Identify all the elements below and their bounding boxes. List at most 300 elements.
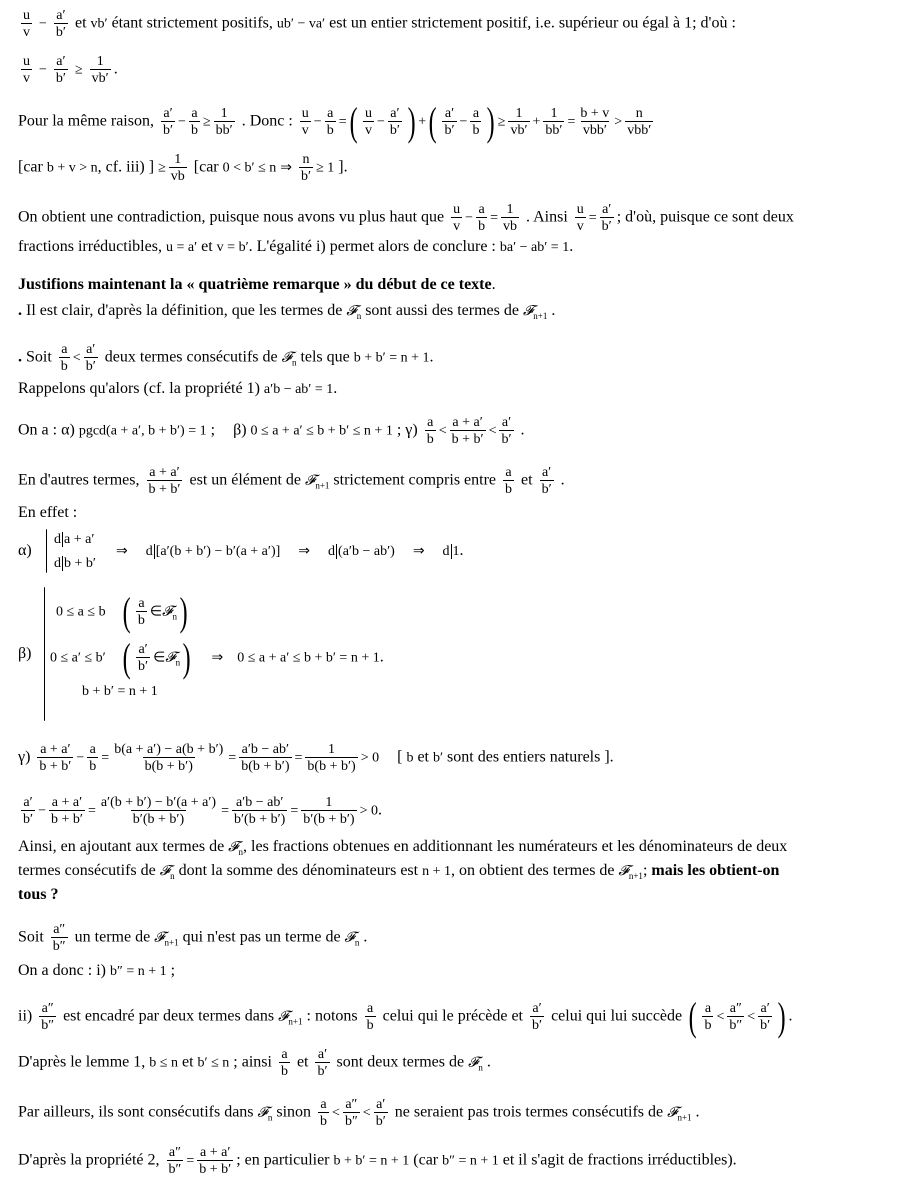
math-expression: > [614,114,623,130]
math-expression: − [459,114,468,130]
text-span: γ) [405,421,418,439]
numerator: a + a′ [51,795,83,810]
fraction [169,152,187,184]
math-expression: b + b′ = n + 1 [82,684,158,699]
denominator: vb [502,219,517,234]
farey-symbol: 𝓕 [281,349,292,366]
math-expression: > 0 [359,803,379,819]
math-expression: = [338,114,347,130]
line-2 [18,54,118,86]
denominator: b [704,1018,712,1033]
beta-label [18,645,31,663]
math-expression: ∈ [149,604,163,620]
big-parenthesis: ) [777,994,786,1039]
big-parenthesis: ) [407,99,416,144]
text-span: fractions irréductibles, [18,238,162,255]
math-expression: b″ = n + 1 [442,1153,499,1169]
fraction [279,1047,290,1079]
line-13 [18,504,77,522]
farey-symbol: 𝓕 [159,863,171,879]
numerator: 1 [515,106,523,121]
denominator: v [576,219,584,234]
text-span: . [569,238,574,255]
line-24 [18,1047,491,1079]
fraction [318,1097,329,1129]
numerator: 1 [325,795,333,810]
math-expression: a′b − ab′ = 1 [263,382,334,397]
denominator: b + b′ [148,482,181,497]
farey-symbol: 𝓕 [228,839,239,855]
denominator: b′ [444,123,455,138]
math-expression: u = a′ [165,240,198,255]
numerator: 1 [550,106,558,121]
gamma-line [18,742,614,774]
numerator: a′ [56,54,66,69]
text-span: Il est clair, d'après la définition, que les termes de [26,302,343,319]
math-expression: b′ ≤ n [197,1055,230,1071]
denominator: vbb′ [582,123,607,138]
text-span: celui qui le précède et [382,1007,523,1025]
text-span: ; en particulier [236,1151,330,1169]
fraction-a-b-prime [54,8,68,40]
denominator: b″ [168,1162,182,1177]
math-expression: − [38,803,46,819]
fraction [305,742,357,774]
line-20 [18,886,58,904]
numerator: a′(b + b′) − b′(a + a′) [100,795,217,810]
denominator: v [453,219,461,234]
farey-symbol: 𝓕 [305,472,316,489]
denominator: b′ [601,219,612,234]
denominator: b [326,123,334,138]
denominator: b′ [55,71,66,86]
denominator: v [364,123,372,138]
line-11 [18,415,525,447]
math-expression: + [532,114,541,130]
fraction [365,1001,376,1033]
big-parenthesis: ( [688,994,697,1039]
numerator: a′ [317,1047,328,1062]
denominator: b″ [729,1018,743,1033]
subscript: n+1 [677,1112,692,1123]
fraction [90,54,111,86]
fraction [451,202,462,234]
line-25 [18,1097,700,1129]
fraction [21,795,35,827]
math-expression: b + b′ = n + 1 [353,350,430,366]
math-expression: < [747,1009,756,1025]
line-17 [18,795,382,827]
fraction [575,202,586,234]
numerator: a′ [376,1097,386,1112]
math-expression: b + b′ = n + 1 [333,1153,410,1169]
text-span: mais les obtient-on [651,862,780,879]
math-expression: d [145,544,153,559]
fraction [99,795,218,827]
subscript: n [238,847,244,857]
fraction [388,106,402,138]
math-expression: − [178,114,186,130]
math-expression: b [406,750,414,766]
alpha-brace [46,529,47,573]
numerator: 1 [328,742,336,757]
text-span: . [695,1103,700,1121]
line-23 [18,994,793,1039]
numerator: a′ [23,795,33,810]
math-expression: ≥ [497,114,506,130]
fraction [600,202,614,234]
numerator: 1 [220,106,228,121]
subscript: n [354,937,360,948]
text-span: est encadré par deux termes dans [63,1007,275,1025]
fraction [425,415,436,447]
subscript: n [170,871,175,881]
numerator: b + v [580,106,610,121]
math-expression: < [716,1009,725,1025]
farey-symbol: 𝓕 [278,1008,289,1025]
math-expression: 0 ≤ a′ ≤ b′ [50,650,106,666]
numerator: a′ [163,106,173,121]
alpha-row-1 [54,530,94,549]
text-span: Ainsi, en ajoutant aux termes de [18,838,225,855]
numerator: u [301,106,309,121]
subscript: n [291,357,297,368]
denominator: b′ [375,1114,386,1129]
text-span: D'après la propriété 2, [18,1151,160,1169]
text-span: sont des entiers naturels ]. [447,748,614,766]
math-expression: 0 < b′ ≤ n [222,160,277,176]
fraction [301,795,356,827]
math-expression: ub′ − va′ [276,16,326,32]
numerator: u [23,8,30,23]
math-expression: = [290,803,299,819]
farey-symbol: 𝓕 [154,929,165,946]
math-expression: − [465,210,474,226]
fraction [112,742,225,774]
text-span: En d'autres termes, [18,471,140,489]
denominator: b′ [85,359,96,374]
math-expression: ≥ [202,114,211,130]
numerator: a″ [168,1145,181,1160]
fraction [503,465,514,497]
math-expression: ⇒ [211,650,224,666]
numerator: a′ [532,1001,542,1016]
text-span: . [560,471,565,489]
numerator: n [635,106,643,121]
text-span: ii) [18,1007,33,1025]
numerator: a [478,202,485,217]
fraction [374,1097,388,1129]
denominator: b(b + b′) [307,759,356,774]
fraction [450,415,486,447]
text-span: ; [210,421,216,439]
numerator: a + a′ [40,742,71,757]
numerator: a [505,465,512,480]
big-parenthesis: ( [122,635,131,680]
text-span: . [486,1053,491,1071]
denominator: b [137,613,145,628]
alpha-implication [116,542,464,561]
fraction [476,202,487,234]
fraction [54,54,68,86]
text-span: . [18,348,22,366]
section-heading [18,276,496,294]
text-span: Par ailleurs, ils sont consécutifs dans [18,1103,254,1121]
fraction [300,106,311,138]
fraction [49,795,85,827]
text-span: dont la somme des dénominateurs est [178,862,419,879]
fraction [325,106,336,138]
math-expression: ≥ [74,62,83,78]
math-expression: [a′(b + b′) − b′(a + a′)] [155,544,281,559]
text-span: Rappelons qu'alors (cf. la propriété 1) [18,380,260,397]
numerator: a [367,1001,374,1016]
fraction [161,106,175,138]
denominator: vb′ [510,123,528,138]
denominator: b(b + b′) [241,759,290,774]
denominator: b′ [541,482,552,497]
numerator: 1 [96,54,104,69]
numerator: a′b − ab′ [241,742,290,757]
denominator: b(b + b′) [144,759,193,774]
math-expression: v = b′ [216,240,249,255]
math-expression: n + 1 [422,864,451,879]
fraction [530,1001,544,1033]
denominator: b′ [301,169,312,184]
denominator: b [478,219,486,234]
subscript: n [175,657,181,668]
fraction [147,465,183,497]
text-span: α) [18,542,32,559]
denominator: b″ [41,1018,55,1033]
denominator: b [280,1064,288,1079]
denominator: b′ [760,1018,771,1033]
denominator: v [23,25,30,40]
numerator: a′b − ab′ [235,795,284,810]
text-span: ]. [338,158,348,176]
denominator: bb′ [215,123,233,138]
fraction [727,1001,744,1033]
text-span: , cf. iii) ] [97,158,155,176]
text-span: Soit [18,928,44,946]
text-span: , les fractions obtenues en additionnant les numérateurs et les dénominateurs de deux [243,838,788,855]
math-expression: = [186,1153,195,1169]
math-expression: < [488,423,497,439]
denominator: v [301,123,309,138]
text-span: ; d'où, puisque ce sont deux [616,208,794,226]
farey-symbol: 𝓕 [257,1104,268,1121]
fraction [136,642,150,674]
big-parenthesis: ) [487,99,496,144]
math-expression: < [332,1105,340,1121]
numerator: b(a + a′) − a(b + b′) [114,742,224,757]
text-span: On a : [18,421,58,439]
denominator: b + b′ [199,1162,232,1177]
math-expression: = [101,750,110,766]
numerator: a″ [53,922,66,937]
text-span: β) [233,421,247,439]
fraction [470,106,481,138]
text-span: ; [396,421,402,439]
denominator: b′ [317,1064,328,1079]
text-span: [car [18,158,43,176]
math-expression: ∈ [153,650,166,666]
beta-row-1 [56,589,190,634]
numerator: a′ [541,465,552,480]
divides-bar [62,556,63,571]
math-expression: = [567,114,576,130]
text-span: On obtient une contradiction, puisque nous avons vu plus haut que [18,208,445,226]
line-12 [18,465,565,497]
fraction [51,922,68,954]
math-expression: = [490,210,498,226]
farey-symbol: 𝓕 [344,929,355,946]
math-expression: + [418,114,427,130]
math-expression: < [362,1105,371,1121]
text-span: . [429,348,434,366]
math-expression: vb′ [90,16,108,32]
math-expression: d [328,544,336,559]
fraction [315,1047,329,1079]
text-span: et [201,238,213,255]
line-18 [18,838,787,861]
subscript: n+1 [533,311,548,321]
text-span: qui n'est pas un terme de [182,928,341,946]
denominator: b [472,123,480,138]
divides-bar [451,544,452,559]
denominator: b [60,359,68,374]
denominator: b′ [532,1018,543,1033]
denominator: b [89,759,97,774]
text-span: Soit [26,348,52,366]
text-span: . [788,1007,793,1025]
fraction [21,54,32,86]
denominator: b + b′ [451,432,484,447]
math-expression: d [442,544,450,559]
text-span: et [74,14,87,32]
denominator: b″ [344,1114,358,1129]
math-expression: ⇒ [116,544,128,559]
numerator: a′ [501,415,512,430]
denominator: v [23,71,30,86]
numerator: u [576,202,584,217]
farey-symbol: 𝓕 [522,303,534,319]
math-expression: a + a′ [64,532,95,547]
math-expression: > 0 [360,750,380,766]
math-expression: 0 ≤ a ≤ b [56,604,106,620]
fraction [442,106,456,138]
subscript: n+1 [164,937,179,948]
denominator: b′ [389,123,400,138]
text-span: . [551,302,556,319]
math-expression: ba′ − ab′ = 1 [499,240,570,255]
text-span: étant strictement positifs, [111,14,273,32]
text-span: (car [413,1151,439,1169]
numerator: a + a′ [452,415,483,430]
text-span: strictement compris entre [333,471,497,489]
numerator: a [704,1001,712,1016]
fraction [239,742,291,774]
math-expression: = [228,750,237,766]
denominator: vb [170,169,185,184]
text-span: γ) [18,748,31,766]
numerator: a [191,106,198,121]
numerator: a″ [345,1097,358,1112]
numerator: a′ [138,642,148,657]
text-span: ; ainsi [233,1053,272,1071]
text-span: . [333,380,338,397]
farey-symbol: 𝓕 [667,1104,678,1121]
text-span: . [459,542,464,559]
subscript: n+1 [628,871,643,881]
text-span: ne seraient pas trois termes consécutifs de [394,1103,664,1121]
math-expression: ⇒ [280,160,293,176]
denominator: vbb′ [627,123,652,138]
alpha-label [18,542,32,560]
text-span: . L'égalité i) permet alors de conclure : [248,238,496,255]
text-span: tous ? [18,886,59,903]
subscript: n [356,311,362,321]
line-1 [18,8,736,40]
math-expression: d [54,556,61,571]
denominator: b′ [55,25,66,40]
numerator: u [364,106,372,121]
denominator: b [320,1114,328,1129]
math-expression: − [76,750,85,766]
text-span: . [363,928,368,946]
math-expression: b ≤ n [149,1055,178,1071]
numerator: a + a′ [200,1145,231,1160]
text-span: Justifions maintenant la « quatrième remarque » du début de ce texte [18,276,492,293]
numerator: u [23,54,30,69]
numerator: a′ [444,106,455,121]
text-span: [car [193,158,219,176]
text-span: . Donc : [241,112,293,130]
math-expression: (a′b − ab′) [338,544,395,559]
line-6 [18,238,573,257]
numerator: a [61,342,68,357]
text-span: , on obtient des termes de [451,862,615,879]
fraction [136,596,147,628]
numerator: a′ [390,106,400,121]
numerator: 1 [506,202,514,217]
denominator: b′(b + b′) [303,812,355,827]
line-21 [18,922,367,954]
numerator: a″ [729,1001,742,1016]
text-span: [ [397,748,403,766]
math-expression: b + b′ [64,556,96,571]
text-span: tels que [300,348,350,366]
fraction [758,1001,772,1033]
alpha-row-2 [54,554,96,573]
fraction [499,415,513,447]
numerator: a′ [602,202,612,217]
math-expression: d [54,532,61,547]
math-expression: − [376,114,385,130]
farey-symbol: 𝓕 [468,1054,479,1071]
text-span: celui qui lui succède [551,1007,683,1025]
beta-row-3 [82,682,158,701]
fraction [343,1097,360,1129]
fraction [501,202,519,234]
fraction [543,106,564,138]
math-expression: ≥ [158,160,166,176]
fraction [578,106,611,138]
math-expression: 1 [452,544,460,559]
denominator: bb′ [545,123,563,138]
math-expression: = [221,803,229,819]
denominator: b′(b + b′) [233,812,286,827]
